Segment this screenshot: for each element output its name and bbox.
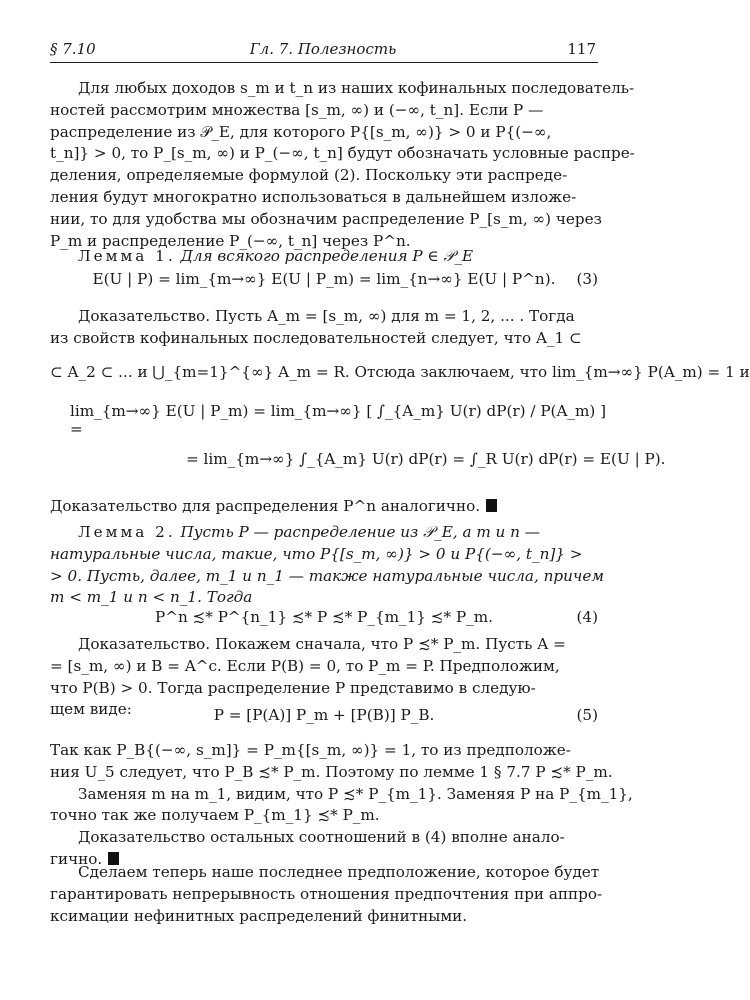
- formula-4-body: P^n ≾* P^{n_1} ≾* P ≾* P_{m_1} ≾* P_m.: [155, 608, 493, 626]
- proof-1-formula-line-2: [50, 446, 666, 482]
- text-line: Для любых доходов s_m и t_n из наших кофинальных последователь-: [78, 79, 635, 97]
- text-line: гарантировать непрерывность отношения предпочтения при аппро-: [50, 884, 603, 903]
- running-title: Гл. 7. Полезность: [249, 40, 397, 58]
- text-line: нии, то для удобства мы обозначим распределение P_[s_m, ∞) через: [50, 209, 602, 228]
- section-marker: § 7.10: [50, 40, 96, 58]
- text-line: Пусть P — распределение из 𝒫_E, а m и n —: [180, 523, 540, 541]
- text-line: Доказательство. Пусть A_m = [s_m, ∞) для m = 1, 2, ... . Тогда: [78, 307, 575, 325]
- proof-1-end: [50, 496, 598, 518]
- proof-lemma-2-continued: [50, 740, 633, 871]
- text-line: щем виде:: [50, 700, 132, 719]
- paragraph-next-assumption: [50, 862, 603, 927]
- text-line: m < m_1 и n < n_1. Тогда: [50, 588, 253, 607]
- proof-1-end-text: Доказательство для распределения P^n аналогично.: [50, 497, 481, 515]
- text-line: > 0. Пусть, далее, m_1 и n_1 — также натуральные числа, причем: [50, 566, 604, 585]
- text-line: распределение из 𝒫_E, для которого P{[s_m, ∞)} > 0 и P{(−∞,: [50, 122, 552, 141]
- text-line: Сделаем теперь наше последнее предположение, которое будет: [78, 863, 600, 881]
- lemma-1-text: Для всякого распределения P ∈ 𝒫_E: [180, 247, 474, 265]
- text-line: Так как P_B{(−∞, s_m]} = P_m{[s_m, ∞)} = 1, то из предположе-: [50, 741, 571, 759]
- formula-5: [50, 702, 598, 742]
- formula-4-number: (4): [576, 608, 598, 626]
- lemma-2-statement: [50, 522, 604, 609]
- text-line: ния U_5 следует, что P_B ≾* P_m. Поэтому по лемме 1 § 7.7 P ≾* P_m.: [50, 762, 613, 781]
- formula-line: = lim_{m→∞} ∫_{A_m} U(r) dP(r) = ∫_R U(r) dP(r) = E(U | P).: [186, 450, 666, 468]
- text-line: гично.: [50, 849, 103, 868]
- text-line: деления, определяемые формулой (2). Поскольку эти распреде-: [50, 166, 568, 185]
- formula-5-number: (5): [576, 706, 598, 724]
- formula-3-number: (3): [576, 270, 598, 288]
- formula-5-body: P = [P(A)] P_m + [P(B)] P_B.: [213, 706, 435, 724]
- proof-1-formula-line-1: [50, 398, 607, 438]
- text-line: ностей рассмотрим множества [s_m, ∞) и (−∞, t_n]. Если P —: [50, 100, 544, 119]
- text-line: t_n]} > 0, то P_[s_m, ∞) и P_(−∞, t_n] будут обозначать условные распре-: [50, 144, 635, 163]
- text-line: из свойств кофинальных последовательностей следует, что A_1 ⊂: [50, 328, 582, 347]
- text-line: точно так же получаем P_{m_1} ≾* P_m.: [50, 806, 380, 825]
- text-line: ления будут многократно использоваться в дальнейшем изложе-: [50, 187, 577, 206]
- text-line: Доказательство остальных соотношений в (4) вполне анало-: [78, 828, 565, 847]
- lemma-1-statement: [50, 246, 598, 268]
- text-line: натуральные числа, такие, что P{[s_m, ∞)} > 0 и P{(−∞, t_n]} >: [50, 544, 583, 563]
- qed-mark: [486, 499, 497, 512]
- header-rule: [50, 62, 598, 63]
- lemma-2-label: Лемма 2.: [78, 523, 176, 541]
- text-line: = [s_m, ∞) и B = A^c. Если P(B) = 0, то P_m = P. Предположим,: [50, 656, 560, 675]
- text-line: Заменяя m на m_1, видим, что P ≾* P_{m_1}. Заменяя P на P_{m_1},: [78, 784, 633, 803]
- text-line: Доказательство. Покажем сначала, что P ≾* P_m. Пусть A =: [78, 635, 566, 653]
- formula-3-body: E(U | P) = lim_{m→∞} E(U | P_m) = lim_{n→∞} E(U | P^n).: [92, 270, 556, 288]
- formula-3: [50, 266, 598, 306]
- lemma-1-label: Лемма 1.: [78, 247, 176, 265]
- proof-lemma-1: [50, 306, 750, 383]
- text-line: ксимации нефинитных распределений финитными.: [50, 906, 468, 925]
- paragraph-conditional-distributions: [50, 78, 635, 252]
- page-number: 117: [567, 40, 596, 58]
- text-line: ⊂ A_2 ⊂ ... и ⋃_{m=1}^{∞} A_m = R. Отсюда заключаем, что lim_{m→∞} P(A_m) = 1 и: [50, 362, 750, 381]
- text-line: P_m и распределение P_(−∞, t_n] через P^n.: [50, 231, 411, 250]
- text-line: что P(B) > 0. Тогда распределение P представимо в следую-: [50, 678, 536, 697]
- formula-line: lim_{m→∞} E(U | P_m) = lim_{m→∞} [ ∫_{A_m} U(r) dP(r) / P(A_m) ] =: [70, 402, 607, 438]
